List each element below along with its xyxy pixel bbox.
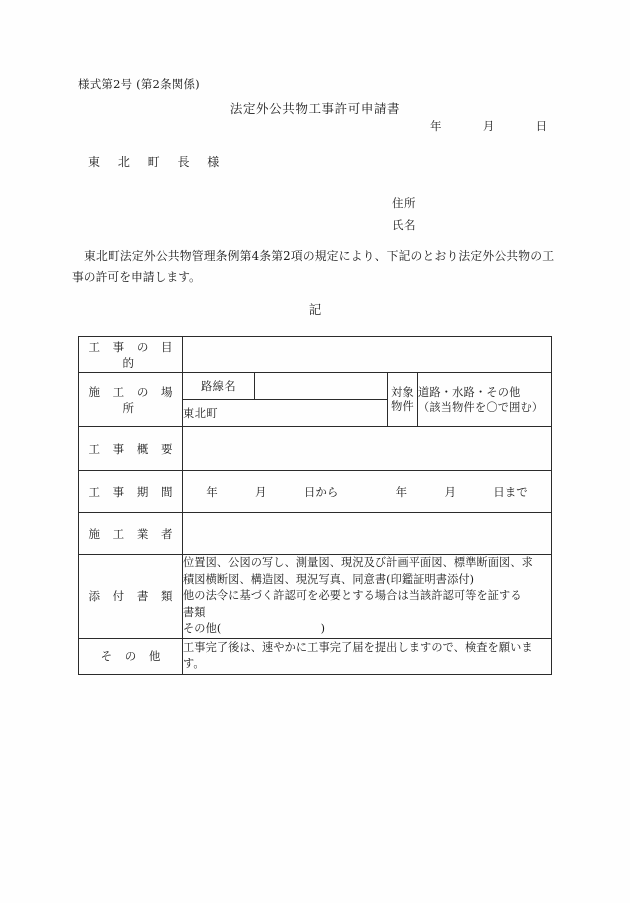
applicant-name-label: 氏名 bbox=[392, 218, 416, 232]
table-row-purpose bbox=[79, 337, 552, 373]
period-to-month: 月 bbox=[444, 484, 456, 499]
submission-date-line bbox=[430, 118, 547, 134]
date-year-label: 年 bbox=[430, 119, 442, 133]
date-day-label: 日 bbox=[535, 119, 548, 133]
attachment-line-3: 他の法令に基づく許認可を必要とする場合は当該許認可等を証する bbox=[183, 589, 522, 602]
ki-mark: 記 bbox=[308, 302, 322, 317]
attachment-other-line bbox=[183, 621, 551, 638]
label-other: そ の 他 bbox=[79, 638, 183, 674]
page-title: 法定外公共物工事許可申請書 bbox=[229, 101, 401, 116]
field-construction-period[interactable] bbox=[183, 471, 552, 513]
field-target-object-options[interactable] bbox=[418, 373, 552, 427]
period-from-year: 年 bbox=[206, 484, 218, 499]
field-contractor[interactable] bbox=[183, 513, 552, 555]
label-contractor: 施 工 業 者 bbox=[79, 513, 183, 555]
field-route-name[interactable] bbox=[255, 373, 388, 400]
applicant-address-label: 住所 bbox=[392, 196, 416, 210]
table-row-other bbox=[79, 638, 552, 674]
date-month-label: 月 bbox=[482, 119, 495, 133]
table-row-period bbox=[79, 471, 552, 513]
field-place-town[interactable]: 東北町 bbox=[183, 400, 388, 427]
target-object-options: 道路・水路・その他 bbox=[418, 385, 521, 399]
body-text: 東北町法定外公共物管理条例第4条第2項の規定により、下記のとおり法定外公共物の工事の許可を申請します。 bbox=[72, 249, 554, 284]
applicant-block bbox=[392, 192, 416, 236]
table-row-outline bbox=[79, 427, 552, 471]
period-to-day: 日まで bbox=[493, 484, 528, 499]
attachment-line-4: 書類 bbox=[183, 605, 206, 619]
label-construction-outline: 工 事 概 要 bbox=[79, 427, 183, 471]
label-construction-place: 施 工 の 場 所 bbox=[79, 373, 183, 427]
addressee: 東 北 町 長 様 bbox=[88, 155, 227, 169]
attachment-other-prefix: その他( bbox=[183, 622, 222, 635]
label-target-object bbox=[388, 373, 418, 427]
label-route-name: 路線名 bbox=[183, 373, 255, 400]
label-attachments: 添 付 書 類 bbox=[79, 555, 183, 639]
field-construction-outline[interactable] bbox=[183, 427, 552, 471]
period-from-month: 月 bbox=[255, 484, 267, 499]
field-attachments[interactable] bbox=[183, 555, 552, 639]
table-row-place-route bbox=[79, 373, 552, 400]
label-construction-purpose: 工 事 の 目 的 bbox=[79, 337, 183, 373]
label-target-object-line2: 物件 bbox=[391, 399, 414, 413]
table-row-builder bbox=[79, 513, 552, 555]
attachment-other-suffix: ) bbox=[320, 622, 326, 635]
label-construction-period: 工 事 期 間 bbox=[79, 471, 183, 513]
field-construction-purpose[interactable] bbox=[183, 337, 552, 373]
table-row-attachments bbox=[79, 555, 552, 639]
form-number: 様式第2号 (第2条関係) bbox=[78, 77, 200, 91]
attachment-line-2: 積図横断図、構造図、現況写真、同意書(印鑑証明書添付) bbox=[183, 572, 475, 586]
target-object-note: （該当物件を〇で囲む） bbox=[418, 400, 544, 414]
label-target-object-line1: 対象 bbox=[391, 385, 414, 399]
attachment-line-1: 位置図、公図の写し、測量図、現況及び計画平面図、標準断面図、求 bbox=[183, 556, 533, 569]
field-other[interactable]: 工事完了後は、速やかに工事完了届を提出しますので、検査を願います。 bbox=[183, 638, 552, 674]
period-to-year: 年 bbox=[395, 484, 408, 499]
period-from-day: 日から bbox=[303, 484, 339, 499]
application-table bbox=[78, 336, 552, 675]
